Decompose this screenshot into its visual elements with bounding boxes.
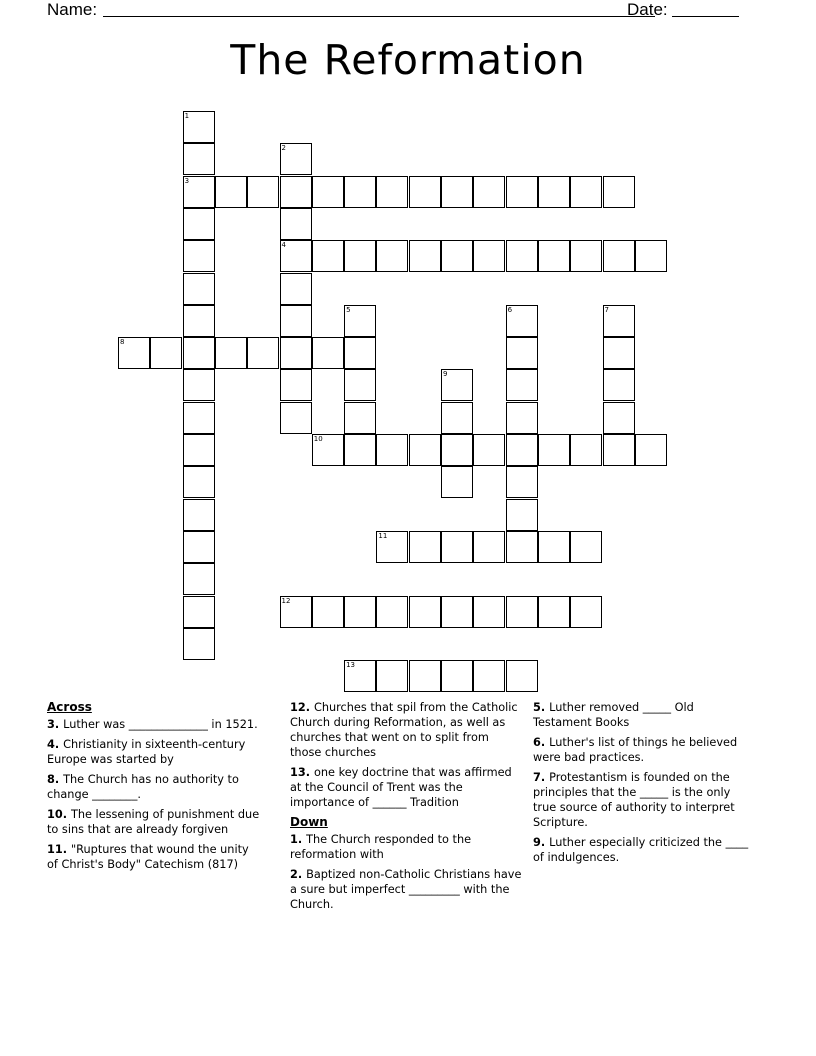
name-label: Name: [47,0,98,19]
crossword-cell[interactable] [183,111,215,143]
crossword-cell[interactable] [538,176,570,208]
clue-text: Christianity in sixteenth-century Europe was started by [47,738,246,766]
clue-number: 5. [533,701,550,714]
crossword-cell[interactable] [538,596,570,628]
cell-number: 7 [604,305,609,314]
clue-number: 10. [47,808,71,821]
crossword-cell[interactable] [280,596,312,628]
clue-item [290,867,522,912]
clue-text: Protestantism is founded on the principles that the _____ is the only true source of authority to interpret Scripture. [533,771,735,829]
crossword-cell[interactable] [183,369,215,401]
crossword-cell[interactable] [635,240,667,272]
clue-item [290,700,522,760]
clue-item [533,835,755,865]
crossword-cell[interactable] [603,305,635,337]
crossword-cell[interactable] [441,531,473,563]
crossword-cell[interactable] [473,660,505,692]
clue-number: 3. [47,718,64,731]
crossword-cell[interactable] [506,176,538,208]
crossword-cell[interactable] [280,402,312,434]
crossword-cell[interactable] [506,337,538,369]
cell-number: 12 [281,596,291,605]
crossword-cell[interactable] [441,176,473,208]
crossword-cell[interactable] [344,434,376,466]
clue-number: 1. [290,833,307,846]
crossword-cell[interactable] [441,434,473,466]
crossword-cell[interactable] [538,240,570,272]
clue-item [290,832,522,862]
crossword-cell[interactable] [280,143,312,175]
crossword-cell[interactable] [409,434,441,466]
crossword-cell[interactable] [506,369,538,401]
crossword-cell[interactable] [570,240,602,272]
cell-number: 1 [184,112,190,120]
crossword-cell[interactable] [603,240,635,272]
crossword-cell[interactable] [280,369,312,401]
crossword-cell[interactable] [635,434,667,466]
crossword-cell[interactable] [344,369,376,401]
crossword-cell[interactable] [344,596,376,628]
crossword-cell[interactable] [183,628,215,660]
crossword-cell[interactable] [603,176,635,208]
page-title: The Reformation [230,36,586,84]
clue-item [47,807,262,837]
clue-number: 4. [47,738,64,751]
crossword-cell[interactable] [376,240,408,272]
crossword-cell[interactable] [312,596,344,628]
cell-number: 10 [313,435,323,443]
clue-text: The Church has no authority to change ________. [47,773,239,801]
crossword-cell[interactable] [183,466,215,498]
crossword-cell[interactable] [183,273,215,305]
clue-number: 7. [533,771,550,784]
crossword-cell[interactable] [473,240,505,272]
clues-column-2 [290,700,522,917]
crossword-cell[interactable] [473,176,505,208]
crossword-cell[interactable] [215,337,247,369]
crossword-cell[interactable] [376,660,408,692]
crossword-cell[interactable] [570,531,602,563]
crossword-cell[interactable] [473,531,505,563]
crossword-cell[interactable] [344,240,376,272]
cell-number: 3 [184,176,190,185]
cell-number: 6 [507,305,513,314]
clue-text: Luther's list of things he believed were bad practices. [533,736,738,764]
clue-text: The Church responded to the reformation with [290,833,472,861]
clue-number: 6. [533,736,550,749]
crossword-cell[interactable] [441,402,473,434]
crossword-cell[interactable] [376,596,408,628]
crossword-cell[interactable] [506,596,538,628]
crossword-cell[interactable] [473,596,505,628]
crossword-cell[interactable] [280,305,312,337]
crossword-cell[interactable] [312,176,344,208]
cell-number: 9 [443,370,448,379]
clue-number: 12. [290,701,314,714]
crossword-cell[interactable] [570,596,602,628]
clue-text: Baptized non-Catholic Christians have a sure but imperfect _________ with the Church. [290,868,522,911]
crossword-cell[interactable] [603,434,635,466]
crossword-cell[interactable] [538,434,570,466]
crossword-cell[interactable] [344,305,376,337]
crossword-cell[interactable] [506,305,538,337]
crossword-cell[interactable] [183,176,215,208]
crossword-cell[interactable] [183,240,215,272]
clue-item [47,842,262,872]
clue-text: Churches that spil from the Catholic Church during Reformation, as well as churches that went on to split from those churches [290,701,518,759]
cell-number: 4 [281,241,286,250]
crossword-cell[interactable] [280,208,312,240]
cell-number: 5 [346,305,351,314]
crossword-cell[interactable] [247,176,279,208]
crossword-cell[interactable] [183,402,215,434]
clue-text: The lessening of punishment due to sins that are already forgiven [47,808,260,836]
crossword-cell[interactable] [376,434,408,466]
crossword-cell[interactable] [441,660,473,692]
crossword-cell[interactable] [118,337,150,369]
crossword-cell[interactable] [150,337,182,369]
clue-number: 13. [290,766,314,779]
clue-item [533,735,755,765]
crossword-cell[interactable] [183,305,215,337]
crossword-cell[interactable] [312,240,344,272]
crossword-cell[interactable] [183,499,215,531]
crossword-cell[interactable] [312,434,344,466]
crossword-cell[interactable] [570,176,602,208]
crossword-cell[interactable] [376,176,408,208]
crossword-cell[interactable] [506,434,538,466]
crossword-cell[interactable] [247,337,279,369]
crossword-cell[interactable] [506,660,538,692]
crossword-cell[interactable] [441,466,473,498]
crossword-cell[interactable] [344,660,376,692]
crossword-cell[interactable] [344,176,376,208]
crossword-cell[interactable] [183,563,215,595]
crossword-cell[interactable] [215,176,247,208]
crossword-cell[interactable] [570,434,602,466]
clue-item [47,717,262,732]
cell-number: 2 [281,144,286,153]
clue-number: 8. [47,773,64,786]
crossword-cell[interactable] [506,531,538,563]
crossword-cell[interactable] [344,337,376,369]
crossword-cell[interactable] [312,337,344,369]
crossword-cell[interactable] [280,273,312,305]
clues-column-3 [533,700,755,870]
crossword-cell[interactable] [280,240,312,272]
crossword-cell[interactable] [409,660,441,692]
across-heading: Across [47,700,92,714]
crossword-cell[interactable] [441,240,473,272]
crossword-cell[interactable] [473,434,505,466]
crossword-cell[interactable] [280,337,312,369]
clue-text: Luther removed _____ Old Testament Books [533,701,694,729]
clue-number: 11. [47,843,71,856]
crossword-cell[interactable] [441,369,473,401]
crossword-cell[interactable] [183,434,215,466]
down-heading: Down [290,815,328,829]
crossword-cell[interactable] [183,531,215,563]
cell-number: 11 [378,531,388,540]
crossword-cell[interactable] [280,176,312,208]
clue-item [47,772,262,802]
clue-item [533,700,755,730]
cell-number: 13 [346,661,356,670]
crossword-cell[interactable] [603,369,635,401]
crossword-cell[interactable] [409,596,441,628]
date-label: Date: [627,0,668,19]
clue-number: 2. [290,868,307,881]
clue-item [47,737,262,767]
crossword-cell[interactable] [603,402,635,434]
clue-text: "Ruptures that wound the unity of Christ's Body" Catechism (817) [47,843,249,871]
crossword-cell[interactable] [183,596,215,628]
clue-text: one key doctrine that was affirmed at the Council of Trent was the importance of ______ Tradition [290,766,512,809]
clue-text: Luther was ______________ in 1521. [63,718,258,731]
crossword-cell[interactable] [603,337,635,369]
clue-number: 9. [533,836,550,849]
cell-number: 8 [120,338,125,347]
crossword-cell[interactable] [183,143,215,175]
clues-column-1 [47,700,262,877]
crossword-cell[interactable] [183,337,215,369]
crossword-cell[interactable] [376,531,408,563]
crossword-cell[interactable] [409,240,441,272]
clue-text: Luther especially criticized the ____ of indulgences. [533,836,749,864]
clue-item [533,770,755,830]
crossword-cell[interactable] [506,240,538,272]
crossword-cell[interactable] [344,402,376,434]
crossword-cell[interactable] [506,499,538,531]
crossword-cell[interactable] [183,208,215,240]
crossword-cell[interactable] [506,402,538,434]
crossword-cell[interactable] [409,531,441,563]
crossword-cell[interactable] [506,466,538,498]
crossword-cell[interactable] [538,531,570,563]
crossword-cell[interactable] [409,176,441,208]
crossword-cell[interactable] [441,596,473,628]
clue-item [290,765,522,810]
